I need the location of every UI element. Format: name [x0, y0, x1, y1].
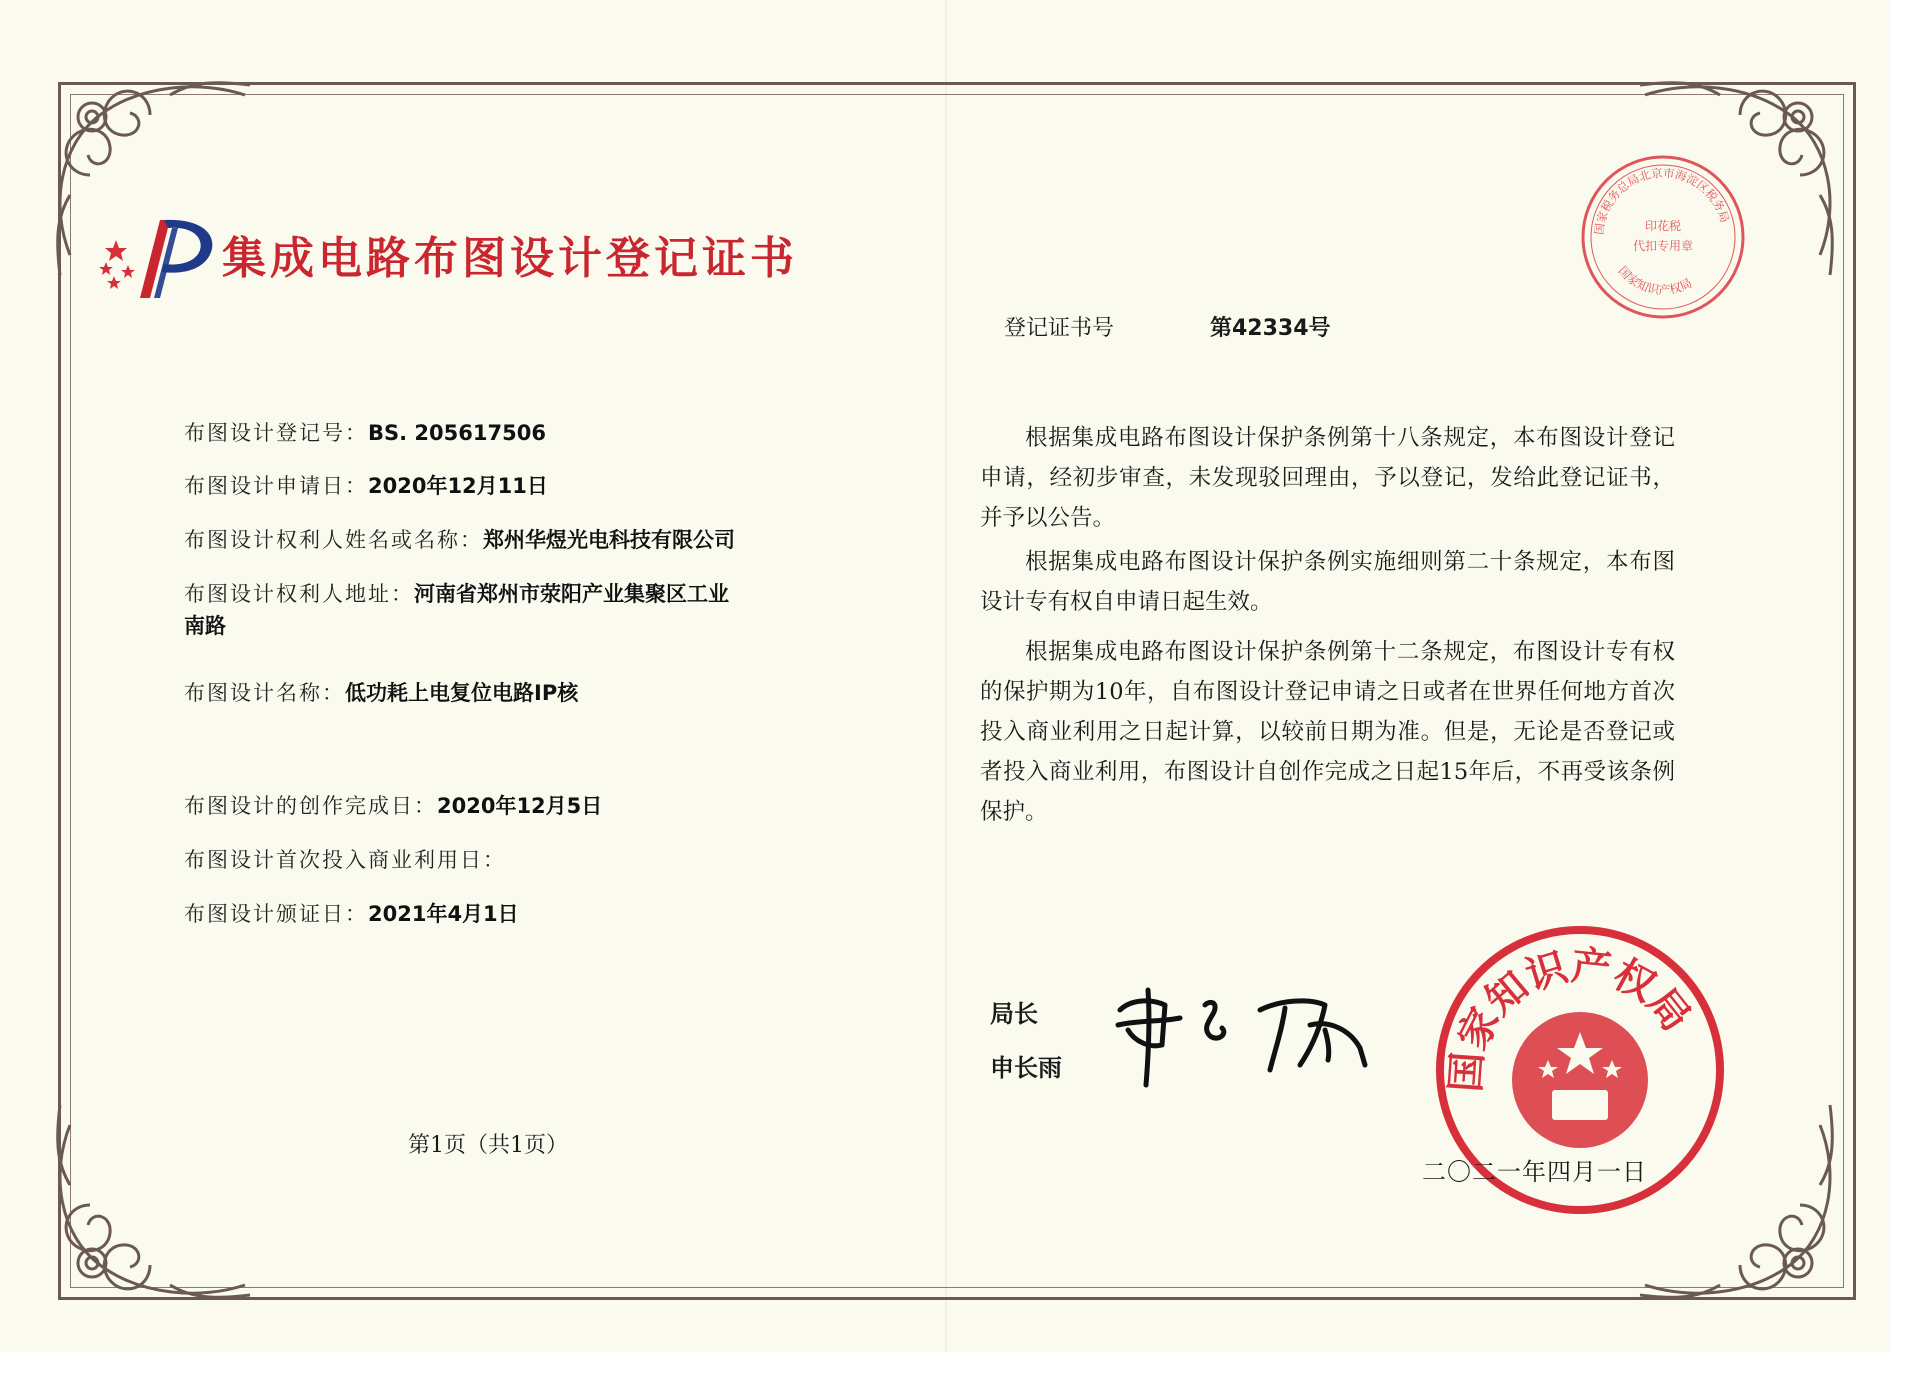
- corner-scroll-icon: [30, 1095, 260, 1325]
- registration-number: 第42334号: [1210, 316, 1331, 341]
- field-layout-design-name: [184, 677, 578, 709]
- field-value: 2020年12月11日: [368, 474, 548, 498]
- paragraph-article-12: 根据集成电路布图设计保护条例第十二条规定，布图设计专有权的保护期为10年，自布图设计登记申请之日或者在世界任何地方首次投入商业利用之日起计算，以较前日期为准。但是，无论是否登记或者投入商业利用，布图设计自创作完成之日起15年后，不再受该条例保护。: [980, 639, 1675, 825]
- field-label: 布图设计申请日：: [184, 474, 368, 498]
- paragraph-article-20: 根据集成电路布图设计保护条例实施细则第二十条规定，本布图设计专有权自申请日起生效。: [980, 549, 1675, 615]
- field-label: 布图设计权利人地址：: [184, 582, 414, 606]
- field-application-date: [184, 470, 548, 502]
- registration-label: 登记证书号: [1004, 316, 1115, 341]
- field-label: 布图设计权利人姓名或名称：: [184, 528, 483, 552]
- issue-date-chinese: 二〇二一年四月一日: [1422, 1158, 1647, 1186]
- seal-text: 国家知识产权局: [1441, 941, 1700, 1094]
- field-layout-registration-no: [184, 417, 546, 449]
- svg-text:印花税: 印花税: [1644, 219, 1682, 233]
- handwritten-signature-icon: [1110, 970, 1380, 1090]
- field-creation-date: [184, 790, 602, 822]
- field-right-holder-address: [184, 578, 744, 642]
- field-value: 低功耗上电复位电路IP核: [345, 681, 579, 705]
- svg-text:国家知识产权局: 国家知识产权局: [1615, 263, 1695, 298]
- field-label: 布图设计名称：: [184, 681, 345, 705]
- certificate-title: 集成电路布图设计登记证书: [222, 233, 798, 284]
- field-value: 郑州华煜光电科技有限公司: [483, 528, 735, 552]
- cnipa-logo-icon: [98, 210, 228, 300]
- field-value: BS. 205617506: [368, 421, 546, 445]
- field-label: 布图设计颁证日：: [184, 902, 368, 926]
- director-name: 申长雨: [990, 1054, 1062, 1082]
- field-value: 2020年12月5日: [437, 794, 603, 818]
- svg-text:代扣专用章: 代扣专用章: [1632, 239, 1694, 253]
- tax-stamp-seal-icon: [1578, 152, 1748, 322]
- director-title: 局长: [990, 1000, 1038, 1028]
- field-label: 布图设计的创作完成日：: [184, 794, 437, 818]
- field-value: 河南省郑州市荥阳产业集聚区工业南路: [184, 582, 729, 638]
- field-right-holder-name: [184, 524, 744, 556]
- field-value: 2021年4月1日: [368, 902, 519, 926]
- field-first-commercial-use-date: [184, 844, 506, 876]
- field-label: 布图设计登记号：: [184, 421, 368, 445]
- svg-text:国家税务总局北京市海淀区税务局: 国家税务总局北京市海淀区税务局: [1591, 165, 1733, 236]
- page-number: 第1页（共1页）: [408, 1133, 568, 1158]
- field-issue-date: [184, 898, 519, 930]
- paragraph-article-18: 根据集成电路布图设计保护条例第十八条规定，本布图设计登记申请，经初步审查，未发现驳回理由，予以登记，发给此登记证书，并予以公告。: [980, 425, 1675, 531]
- field-label: 布图设计首次投入商业利用日：: [184, 848, 506, 872]
